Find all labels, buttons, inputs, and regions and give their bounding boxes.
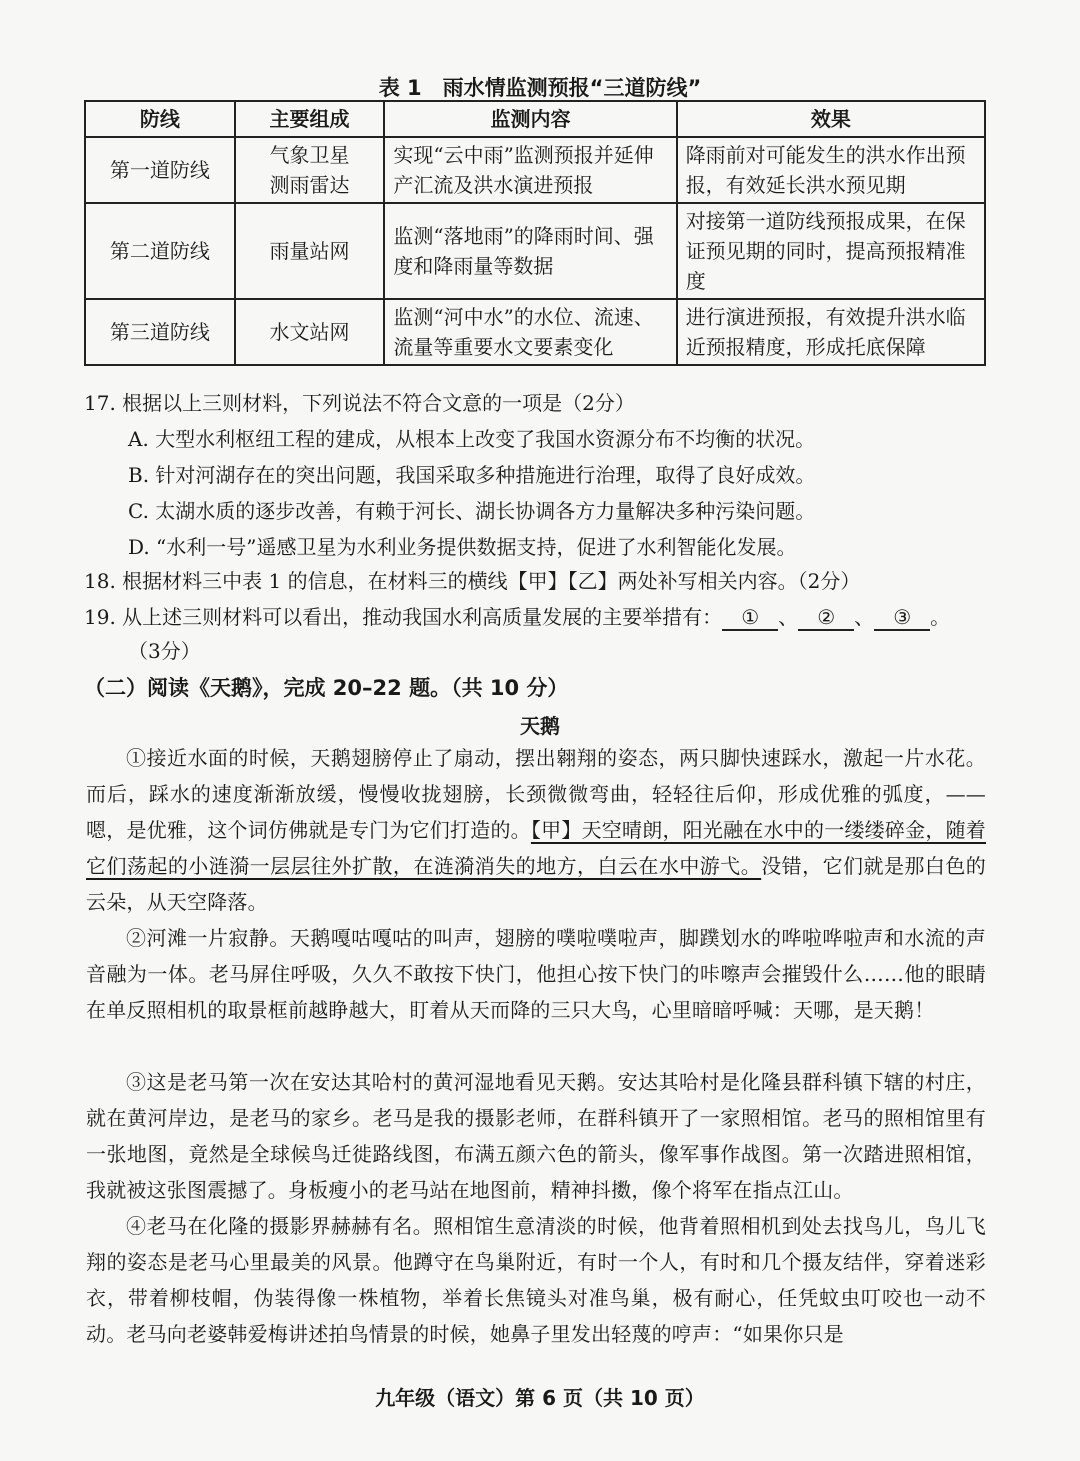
answer-blank-3[interactable]: ③ xyxy=(874,605,930,631)
table-cell: 监测“河中水”的水位、流速、流量等重要水文要素变化 xyxy=(384,299,676,365)
page-footer: 九年级（语文）第 6 页（共 10 页） xyxy=(375,1386,705,1410)
table-cell: 进行演进预报，有效提升洪水临近预报精度，形成托底保障 xyxy=(677,299,985,365)
question-17-option-a[interactable]: A. 大型水利枢纽工程的建成，从根本上改变了我国水资源分布不均衡的状况。 xyxy=(128,427,816,451)
table-row xyxy=(85,299,985,365)
answer-blank-2[interactable]: ② xyxy=(798,605,854,631)
table-cell: 监测“落地雨”的降雨时间、强度和降雨量等数据 xyxy=(384,203,676,299)
question-17-option-c[interactable]: C. 太湖水质的逐步改善，有赖于河长、湖长协调各方力量解决多种污染问题。 xyxy=(128,499,816,523)
table-cell: 水文站网 xyxy=(235,299,385,365)
table-cell: 气象卫星 测雨雷达 xyxy=(235,137,385,203)
sentence-end: 。 xyxy=(930,605,951,629)
paragraph-3: ③这是老马第一次在安达其哈村的黄河湿地看见天鹅。安达其哈村是化隆县群科镇下辖的村庄，就在黄河岸边，是老马的家乡。老马是我的摄影老师，在群科镇开了一家照相馆。老马的照相馆里有一张地图，竟然是全球候鸟迁徙路线图，布满五颜六色的箭头，像军事作战图。第一次踏进照相馆，我就被这张图震撼了。身板瘦小的老马站在地图前，精神抖擞，像个将军在指点江山。 xyxy=(86,1070,986,1202)
table-title: 表 1 雨水情监测预报“三道防线” xyxy=(378,76,702,100)
question-17-stem: 17. 根据以上三则材料，下列说法不符合文意的一项是（2分） xyxy=(84,391,635,415)
section-heading: （二）阅读《天鹅》，完成 20–22 题。（共 10 分） xyxy=(84,676,569,700)
question-19-stem: 19. 从上述三则材料可以看出，推动我国水利高质量发展的主要举措有： xyxy=(84,605,723,629)
table-cell: 实现“云中雨”监测预报并延伸产汇流及洪水演进预报 xyxy=(384,137,676,203)
question-17-option-d[interactable]: D. “水利一号”遥感卫星为水利业务提供数据支持，促进了水利智能化发展。 xyxy=(128,535,797,559)
paragraph-2: ②河滩一片寂静。天鹅嘎咕嘎咕的叫声，翅膀的噗啦噗啦声，脚蹼划水的哗啦哗啦声和水流的声音融为一体。老马屏住呼吸，久久不敢按下快门，他担心按下快门的咔嚓声会摧毁什么……他的眼睛在单反照相机的取景框前越睁越大，盯着从天而降的三只大鸟，心里暗暗呼喊：天哪，是天鹅！ xyxy=(86,926,986,1022)
table-header-row xyxy=(85,101,985,137)
paragraph-1-text-c: 没错，它们就是那白色的云朵，从天空降落。 xyxy=(86,854,986,914)
question-19-score: （3分） xyxy=(128,639,201,663)
table-header-cell: 主要组成 xyxy=(235,101,385,137)
table-row xyxy=(85,137,985,203)
blank-separator: 、 xyxy=(854,605,875,629)
paragraph-1 xyxy=(86,740,986,920)
table-cell: 第二道防线 xyxy=(85,203,235,299)
table-cell: 对接第一道防线预报成果，在保证预见期的同时，提高预报精准度 xyxy=(677,203,985,299)
table-header-cell: 效果 xyxy=(677,101,985,137)
question-18-stem: 18. 根据材料三中表 1 的信息，在材料三的横线【甲】【乙】两处补写相关内容。（2分） xyxy=(84,569,861,593)
paragraph-4: ④老马在化隆的摄影界赫赫有名。照相馆生意清淡的时候，他背着照相机到处去找鸟儿，鸟儿飞翔的姿态是老马心里最美的风景。他蹲守在鸟巢附近，有时一个人，有时和几个摄友结伴，穿着迷彩衣，带着柳枝帽，伪装得像一株植物，举着长焦镜头对准鸟巢，极有耐心，任凭蚊虫叮咬也一动不动。老马向老婆韩爱梅讲述拍鸟情景的时候，她鼻子里发出轻蔑的哼声：“如果你只是 xyxy=(86,1214,986,1346)
answer-blank-1[interactable]: ① xyxy=(722,605,778,631)
table-header-cell: 监测内容 xyxy=(384,101,676,137)
question-19-line xyxy=(84,600,950,634)
table-header-cell: 防线 xyxy=(85,101,235,137)
monitoring-table xyxy=(84,100,986,366)
question-17-option-b[interactable]: B. 针对河湖存在的突出问题，我国采取多种措施进行治理，取得了良好成效。 xyxy=(128,463,816,487)
table-cell: 雨量站网 xyxy=(235,203,385,299)
table-row xyxy=(85,203,985,299)
table-cell: 第三道防线 xyxy=(85,299,235,365)
paragraph-1-text-a: ①接近水面的时候，天鹅翅膀停止了扇动，摆出翱翔的姿态，两只脚快速踩水，激起一片水花。而后，踩水的速度渐渐放缓，慢慢收拢翅膀，长颈微微弯曲，轻轻往后仰，形成优雅的弧度，——嗯，是优雅，这个词仿佛就是专门为它们打造的。 xyxy=(86,746,986,842)
table-cell: 第一道防线 xyxy=(85,137,235,203)
table-cell: 降雨前对可能发生的洪水作出预报，有效延长洪水预见期 xyxy=(677,137,985,203)
blank-separator: 、 xyxy=(778,605,799,629)
underlined-sentence-jia: 【甲】天空晴朗，阳光融在水中的一缕缕碎金，随着它们荡起的小涟漪一层层往外扩散，在涟漪消失的地方，白云在水中游弋。 xyxy=(86,818,986,878)
story-title: 天鹅 xyxy=(520,714,560,738)
